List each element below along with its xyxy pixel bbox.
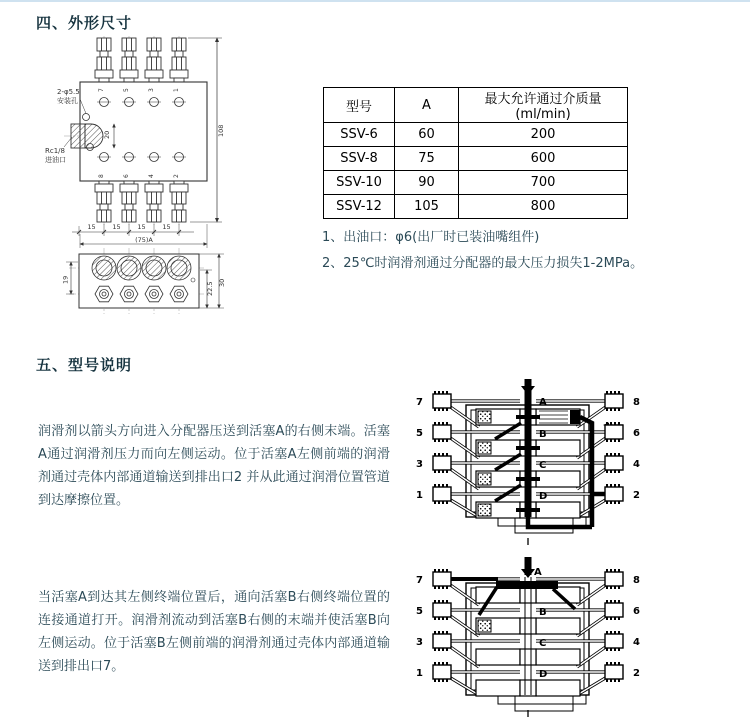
svg-text:8: 8 — [98, 174, 105, 178]
svg-text:A: A — [539, 397, 547, 408]
svg-text:(75)A: (75)A — [135, 236, 153, 244]
svg-text:2: 2 — [633, 668, 640, 679]
cell-model: SSV-10 — [324, 171, 395, 195]
spec-table — [323, 87, 628, 219]
svg-text:C: C — [539, 460, 547, 471]
table-row — [324, 147, 628, 171]
svg-text:D: D — [539, 669, 548, 680]
table-row — [324, 123, 628, 147]
mount-hole-label-1: 2-φ5.5 — [57, 88, 80, 96]
check-valves — [478, 620, 491, 632]
section4-title: 四、外形尺寸 — [36, 14, 133, 32]
svg-text:B: B — [539, 429, 547, 440]
col-header-flow: 最大允许通过介质量(ml/min) — [459, 88, 628, 123]
svg-text:1: 1 — [416, 668, 423, 679]
svg-text:2: 2 — [633, 490, 640, 501]
valve-schematic-1 — [403, 377, 653, 547]
col-header-a: A — [395, 88, 459, 123]
svg-text:15: 15 — [112, 223, 121, 231]
svg-text:8: 8 — [633, 397, 640, 408]
svg-text:2: 2 — [173, 174, 180, 178]
note-pressure: 2、25℃时润滑剂通过分配器的最大压力损失1-2MPa。 — [322, 256, 644, 271]
svg-text:8: 8 — [633, 575, 640, 586]
bottom-fittings — [95, 181, 188, 222]
svg-text:A: A — [534, 567, 542, 578]
cell-a: 75 — [395, 147, 459, 171]
svg-text:15: 15 — [137, 223, 146, 231]
valve-schematic-2 — [403, 555, 653, 719]
svg-text:5: 5 — [416, 606, 423, 617]
dim-pitch — [72, 223, 194, 236]
svg-text:1: 1 — [416, 490, 423, 501]
svg-text:15: 15 — [87, 223, 96, 231]
top-border-strip — [0, 0, 750, 2]
svg-text:3: 3 — [148, 88, 155, 92]
svg-text:D: D — [539, 491, 548, 502]
notes — [322, 225, 643, 277]
note-outlet: 1、出油口：φ6(出厂时已装油嘴组件) — [322, 230, 540, 245]
svg-text:C: C — [539, 638, 547, 649]
cell-flow: 800 — [459, 195, 628, 219]
svg-text:7: 7 — [98, 88, 105, 92]
cell-flow: 700 — [459, 171, 628, 195]
svg-text:B: B — [539, 607, 547, 618]
svg-text:5: 5 — [123, 88, 130, 92]
svg-text:7: 7 — [416, 397, 423, 408]
spec-table-header-row — [324, 88, 628, 123]
table-row — [324, 195, 628, 219]
svg-text:108: 108 — [217, 124, 225, 137]
svg-text:1: 1 — [173, 88, 180, 92]
cell-a: 90 — [395, 171, 459, 195]
cell-a: 105 — [395, 195, 459, 219]
svg-text:3: 3 — [416, 637, 423, 648]
top-fittings — [95, 38, 188, 82]
inlet-label-1: Rc1/8 — [45, 147, 65, 155]
svg-text:5: 5 — [416, 428, 423, 439]
inlet-label-2: 进油口 — [45, 156, 66, 164]
cell-model: SSV-8 — [324, 147, 395, 171]
svg-text:4: 4 — [633, 637, 640, 648]
working-principle-paragraph-1: 润滑剂以箭头方向进入分配器压送到活塞A的右侧末端。活塞A通过润滑剂压力而向左侧运动。位于活塞A左侧前端的润滑剂通过壳体内部通道输送到排出口2 并从此通过润滑位置管道到达摩擦位置。 — [38, 424, 390, 508]
svg-text:4: 4 — [633, 459, 640, 470]
section5-title: 五、型号说明 — [36, 356, 133, 374]
cell-model: SSV-12 — [324, 195, 395, 219]
svg-text:4: 4 — [148, 174, 155, 178]
cell-flow: 200 — [459, 123, 628, 147]
svg-text:15: 15 — [162, 223, 171, 231]
cell-model: SSV-6 — [324, 123, 395, 147]
svg-text:6: 6 — [633, 606, 640, 617]
col-header-model: 型号 — [324, 88, 395, 123]
cell-a: 60 — [395, 123, 459, 147]
dim-30: 30 — [218, 278, 226, 287]
bottom-view — [62, 254, 227, 308]
dimension-drawing — [44, 36, 244, 320]
svg-text:7: 7 — [416, 575, 423, 586]
dim-20: 20 — [103, 130, 111, 139]
dim-22-5: 22.5 — [206, 281, 214, 296]
dim-19: 19 — [61, 275, 70, 284]
svg-text:6: 6 — [633, 428, 640, 439]
svg-text:3: 3 — [416, 459, 423, 470]
working-principle-paragraph-2: 当活塞A到达其左侧终端位置后，通向活塞B右侧终端位置的连接通道打开。润滑剂流动到活塞B右侧的末端并使活塞B向左侧运动。位于活塞B左侧前端的润滑剂通过壳体内部通道输送到排出口7。 — [38, 590, 390, 674]
svg-text:6: 6 — [123, 174, 130, 178]
mount-hole-label-2: 安装孔 — [57, 97, 78, 105]
table-row — [324, 171, 628, 195]
cell-flow: 600 — [459, 147, 628, 171]
